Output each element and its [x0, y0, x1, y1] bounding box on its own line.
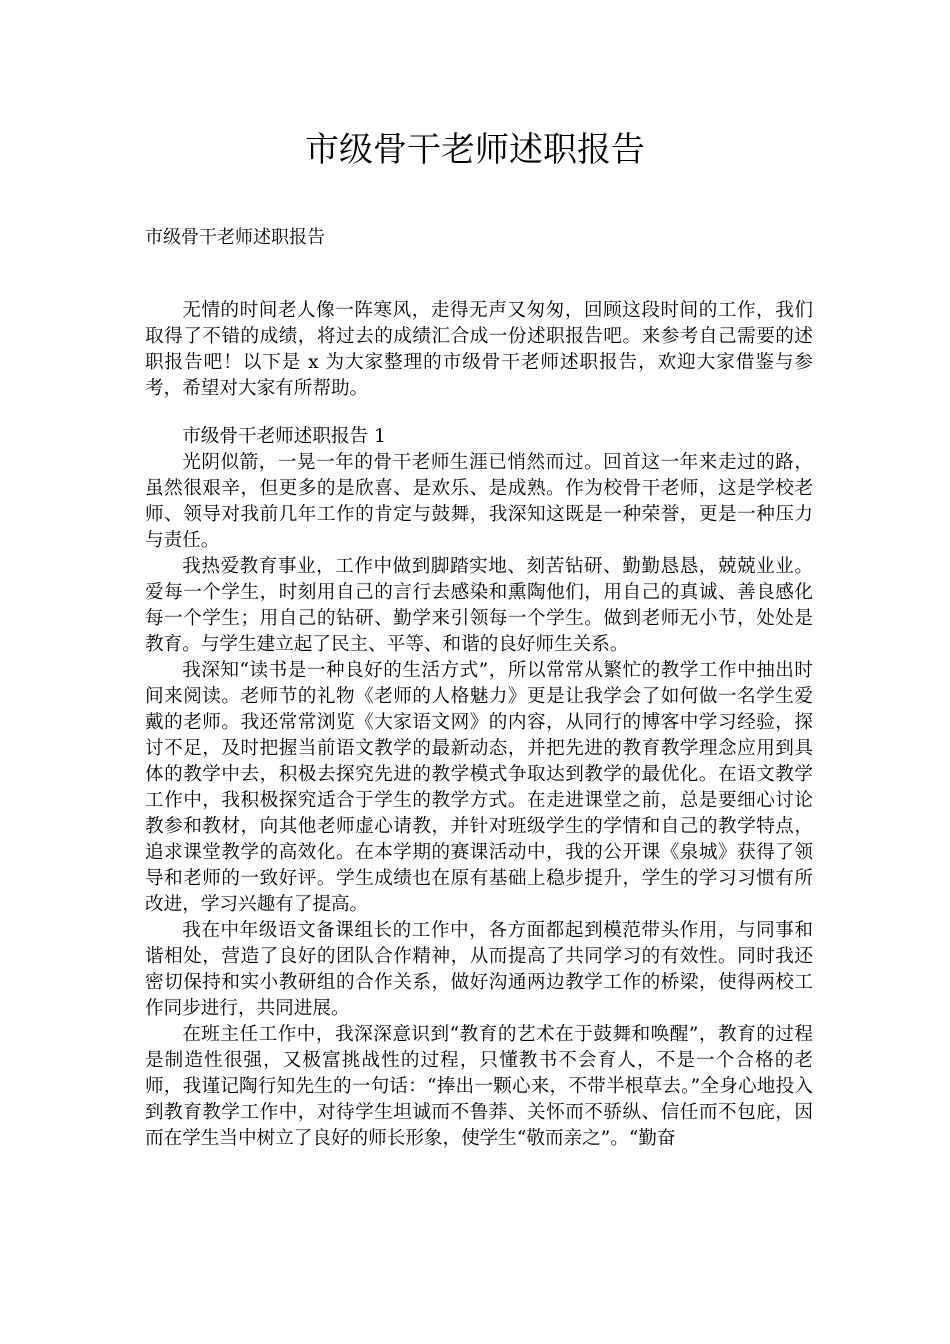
- intro-paragraph: 无情的时间老人像一阵寒风，走得无声又匆匆，回顾这段时间的工作，我们取得了不错的成绩，将过去的成绩汇合成一份述职报告吧。来参考自己需要的述职报告吧！以下是 x 为大家整理的市级骨干老师述职报告，欢迎大家借鉴与参考，希望对大家有所帮助。: [145, 300, 813, 399]
- body-paragraph: 我深知“读书是一种良好的生活方式”，所以常常从繁忙的教学工作中抽出时间来阅读。老师节的礼物《老师的人格魅力》更是让我学会了如何做一名学生爱戴的老师。我还常常浏览《大家语文网》的内容，从同行的博客中学习经验，探讨不足，及时把握当前语文教学的最新动态，并把先进的教育教学理念应用到具体的教学中去，积极去探究先进的教学模式争取达到教学的最优化。在语文教学工作中，我积极探究适合于学生的教学方式。在走进课堂之前，总是要细心讨论教参和教材，向其他老师虚心请教，并针对班级学生的学情和自己的教学特点，追求课堂教学的高效化。在本学期的赛课活动中，我的公开课《泉城》获得了领导和老师的一致好评。学生成绩也在原有基础上稳步提升，学生的学习习惯有所改进，学习兴趣有了提高。: [145, 660, 813, 915]
- report-section: [145, 424, 813, 1152]
- section-heading: 市级骨干老师述职报告 1: [182, 426, 386, 447]
- document-subtitle: 市级骨干老师述职报告: [145, 227, 325, 248]
- body-paragraph: 我热爱教育事业，工作中做到脚踏实地、刻苦钻研、勤勤恳恳，兢兢业业。爱每一个学生，时刻用自己的言行去感染和熏陶他们，用自己的真诚、善良感化每一个学生；用自己的钻研、勤学来引领每一个学生。做到老师无小节，处处是教育。与学生建立起了民主、平等、和谐的良好师生关系。: [145, 556, 813, 655]
- body-paragraph: 光阴似箭，一晃一年的骨干老师生涯已悄然而过。回首这一年来走过的路，虽然很艰辛，但更多的是欣喜、是欢乐、是成熟。作为校骨干老师，这是学校老师、领导对我前几年工作的肯定与鼓舞，我深知这既是一种荣誉，更是一种压力与责任。: [145, 452, 813, 551]
- body-paragraph: 在班主任工作中，我深深意识到“教育的艺术在于鼓舞和唤醒”，教育的过程是制造性很强，又极富挑战性的过程，只懂教书不会育人，不是一个合格的老师，我谨记陶行知先生的一句话：“捧出一颗心来，不带半根草去。”全身心地投入到教育教学工作中，对待学生坦诚而不鲁莽、关怀而不骄纵、信任而不包庇，因而在学生当中树立了良好的师长形象，使学生“敬而亲之”。“勤奋: [145, 1024, 813, 1149]
- intro-section: [145, 298, 813, 402]
- document-title: 市级骨干老师述职报告: [305, 130, 645, 170]
- body-paragraph: 我在中年级语文备课组长的工作中，各方面都起到模范带头作用，与同事和谐相处，营造了良好的团队合作精神，从而提高了共同学习的有效性。同时我还密切保持和实小教研组的合作关系，做好沟通两边教学工作的桥梁，使得两校工作同步进行，共同进展。: [145, 920, 813, 1019]
